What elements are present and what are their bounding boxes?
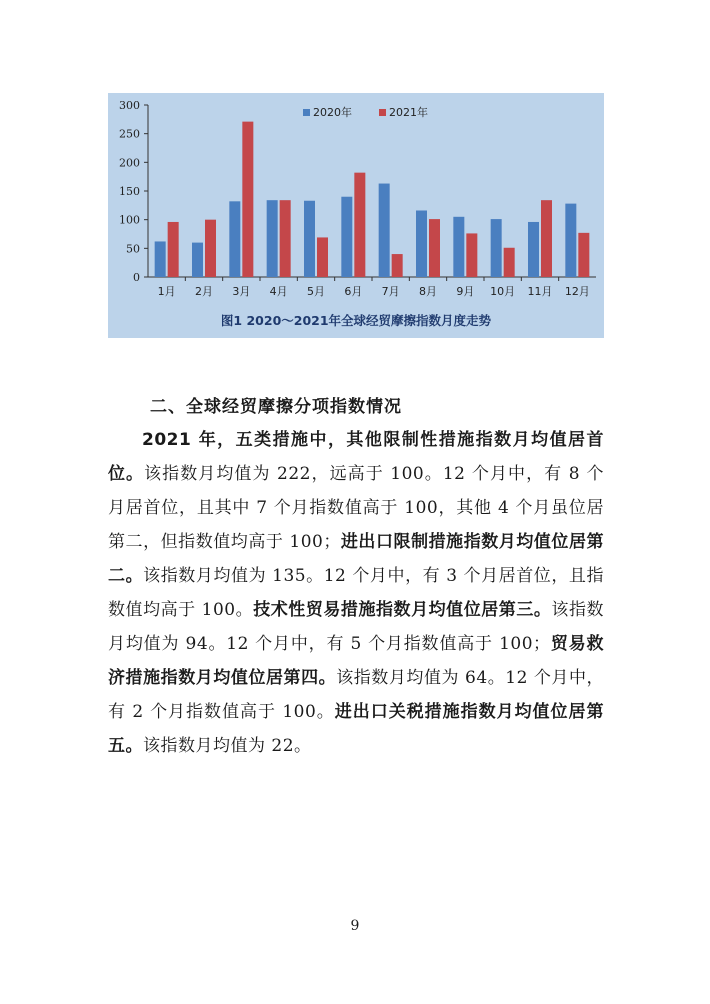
y-tick-label: 150 (119, 185, 140, 198)
sentence-9: 进出口关税措施指数月均值位居第五。 (108, 702, 604, 756)
legend-label: 2020年 (313, 106, 352, 119)
sentence-8: 该指数月均值为 64。12 个月中，有 2 个月指数值高于 100。 (108, 668, 604, 722)
y-tick-label: 0 (133, 271, 140, 284)
bar-2021-8 (429, 219, 440, 277)
x-tick-label: 1月 (157, 285, 176, 298)
section-heading: 二、全球经贸摩擦分项指数情况 (150, 397, 402, 417)
bar-2020-3 (229, 201, 240, 277)
bar-2021-12 (578, 233, 589, 277)
bar-2020-4 (267, 200, 278, 277)
y-tick-label: 250 (119, 127, 140, 141)
y-tick-label: 200 (119, 156, 140, 170)
x-tick-label: 7月 (381, 285, 400, 298)
x-tick-label: 12月 (564, 285, 590, 298)
bar-2020-6 (341, 197, 352, 277)
sentence-7: 贸易救济措施指数月均值位居第四。 (108, 634, 605, 688)
sentence-10: 该指数月均值为 22。 (143, 736, 312, 756)
x-tick-label: 6月 (344, 285, 363, 298)
sentence-4: 该指数月均值为 135。12 个月中，有 3 个月居首位，且指数值均高于 100。 (108, 566, 605, 620)
y-tick-label: 50 (126, 242, 140, 256)
bar-2020-9 (453, 217, 464, 277)
y-tick-label: 100 (119, 213, 140, 227)
chart-canvas (108, 93, 604, 338)
chart-title: 图1 2020～2021年全球经贸摩擦指数月度走势 (220, 313, 492, 328)
sentence-6: 该指数月均值为 94。12 个月中，有 5 个月指数值高于 100； (108, 600, 605, 654)
legend-swatch-2020 (303, 109, 310, 116)
bar-2021-1 (168, 222, 179, 277)
x-tick-label: 3月 (232, 285, 251, 298)
x-tick-label: 11月 (527, 285, 553, 298)
bar-2020-1 (155, 241, 166, 277)
bar-2021-11 (541, 200, 552, 277)
bar-2020-5 (304, 201, 315, 277)
page-number: 9 (350, 918, 360, 934)
bar-chart (108, 93, 604, 338)
bar-2020-2 (192, 243, 203, 277)
sentence-1: 2021 年，五类措施中，其他限制性措施指数月均值居首位。 (108, 430, 604, 484)
bar-2020-12 (565, 204, 576, 277)
legend-swatch-2021 (379, 109, 386, 116)
bar-2020-7 (379, 184, 390, 277)
bar-2021-4 (280, 200, 291, 277)
sentence-3: 进出口限制措施指数月均值位居第二。 (108, 532, 605, 586)
x-tick-label: 4月 (269, 285, 288, 298)
x-tick-label: 8月 (419, 285, 437, 298)
x-tick-label: 2月 (195, 285, 213, 298)
bar-2021-5 (317, 237, 328, 277)
x-tick-label: 10月 (490, 285, 516, 298)
body-paragraph (108, 423, 604, 763)
sentence-2: 该指数月均值为 222，远高于 100。12 个月中，有 8 个月居首位，且其中 7 个月指数值高于 100，其他 4 个月虽位居第二，但指数值均高于 100； (108, 464, 604, 552)
bar-2021-2 (205, 220, 216, 277)
x-tick-label: 9月 (456, 285, 475, 298)
x-tick-label: 5月 (307, 285, 325, 298)
bar-2021-10 (504, 248, 515, 277)
y-tick-label: 300 (119, 99, 140, 112)
bar-2020-10 (491, 219, 502, 277)
bar-2021-3 (242, 122, 253, 277)
bar-2021-6 (354, 173, 365, 277)
bar-2020-8 (416, 210, 427, 277)
bar-2021-9 (466, 233, 477, 277)
bar-2020-11 (528, 222, 539, 277)
sentence-5: 技术性贸易措施指数月均值位居第三。 (253, 600, 552, 620)
bar-2021-7 (392, 254, 403, 277)
legend-label: 2021年 (389, 106, 428, 119)
